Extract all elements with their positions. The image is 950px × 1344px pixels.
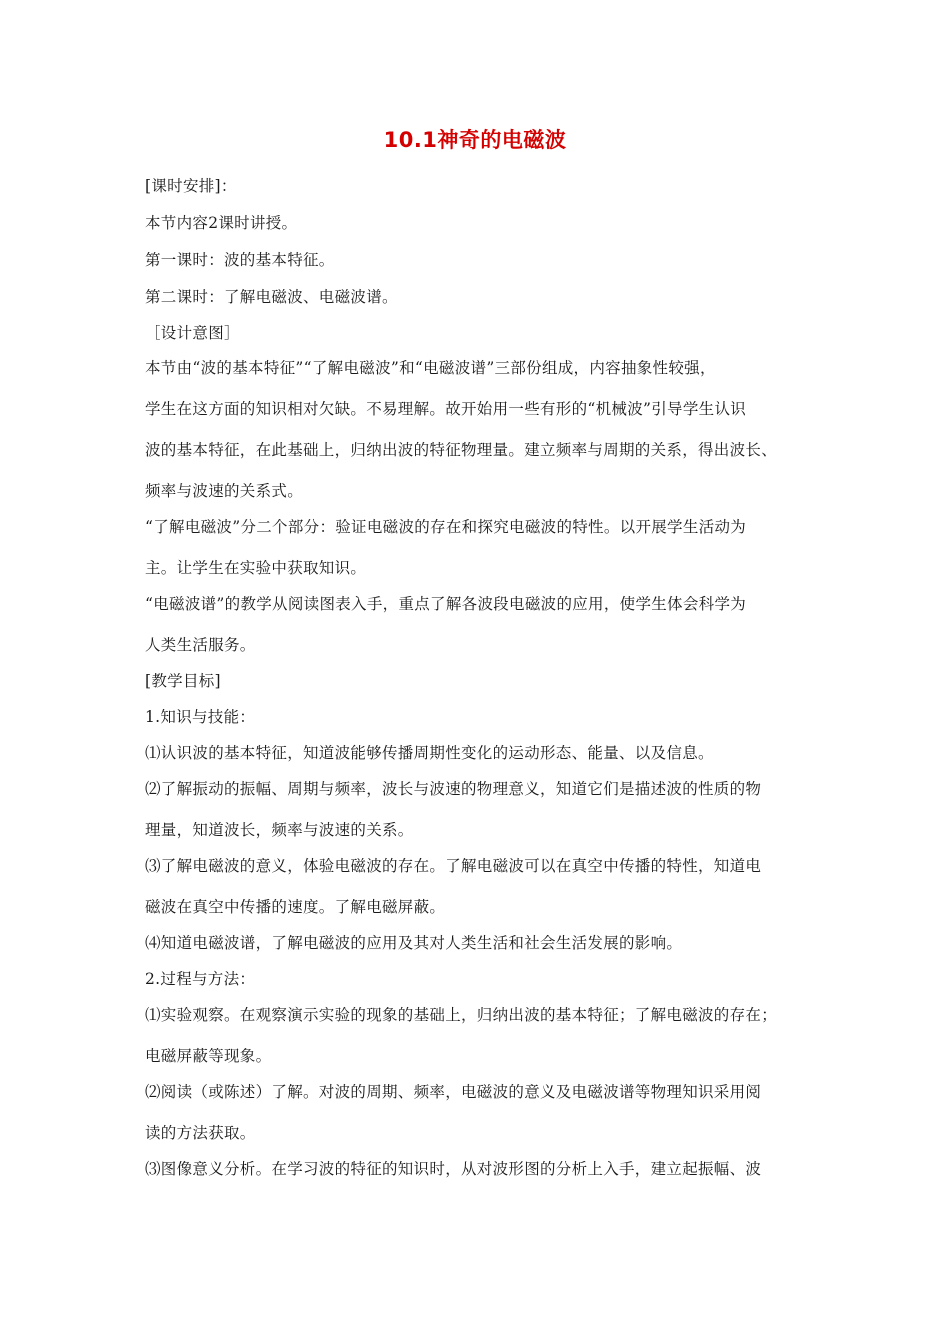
text-line: ⑴实验观察。在观察演示实验的现象的基础上，归纳出波的基本特征；了解电磁波的存在；	[145, 1006, 778, 1024]
document-title: 10.1神奇的电磁波	[383, 128, 567, 152]
text-line: 理量，知道波长，频率与波速的关系。	[145, 821, 414, 839]
text-line: ⑵阅读（或陈述）了解。对波的周期、频率，电磁波的意义及电磁波谱等物理知识采用阅	[145, 1083, 762, 1101]
text-line: ⑵了解振动的振幅、周期与频率，波长与波速的物理意义，知道它们是描述波的性质的物	[145, 780, 762, 798]
text-line: 磁波在真空中传播的速度。了解电磁屏蔽。	[145, 898, 446, 916]
text-line: ⑷知道电磁波谱，了解电磁波的应用及其对人类生活和社会生活发展的影响。	[145, 934, 683, 952]
text-line: 本节内容2课时讲授。	[145, 214, 298, 232]
text-line: 人类生活服务。	[145, 636, 256, 654]
text-line-design-heading: ［设计意图］	[145, 324, 240, 342]
text-line: 主。让学生在实验中获取知识。	[145, 559, 367, 577]
text-line: 第二课时：了解电磁波、电磁波谱。	[145, 288, 398, 306]
text-line: ⑴认识波的基本特征，知道波能够传播周期性变化的运动形态、能量、以及信息。	[145, 744, 714, 762]
text-line: ⑶图像意义分析。在学习波的特征的知识时，从对波形图的分析上入手，建立起振幅、波	[145, 1160, 762, 1178]
text-line: 电磁屏蔽等现象。	[145, 1047, 272, 1065]
text-line: “电磁波谱”的教学从阅读图表入手，重点了解各波段电磁波的应用，使学生体会科学为	[145, 595, 747, 613]
text-line: 频率与波速的关系式。	[145, 482, 304, 500]
text-line: “了解电磁波”分二个部分：验证电磁波的存在和探究电磁波的特性。以开展学生活动为	[145, 518, 747, 536]
text-line: 本节由“波的基本特征”“了解电磁波”和“电磁波谱”三部份组成，内容抽象性较强，	[145, 359, 716, 377]
text-line: 第一课时：波的基本特征。	[145, 251, 335, 269]
text-line-objectives-heading: [教学目标]	[145, 672, 221, 690]
text-line: 2.过程与方法：	[145, 970, 256, 988]
text-line: ⑶了解电磁波的意义，体验电磁波的存在。了解电磁波可以在真空中传播的特性，知道电	[145, 857, 762, 875]
text-line-schedule-heading: [课时安排]：	[145, 177, 237, 195]
text-line: 1.知识与技能：	[145, 708, 256, 726]
text-line: 波的基本特征，在此基础上，归纳出波的特征物理量。建立频率与周期的关系，得出波长、	[145, 441, 778, 459]
text-line: 学生在这方面的知识相对欠缺。不易理解。故开始用一些有形的“机械波”引导学生认识	[145, 400, 747, 418]
text-line: 读的方法获取。	[145, 1124, 256, 1142]
